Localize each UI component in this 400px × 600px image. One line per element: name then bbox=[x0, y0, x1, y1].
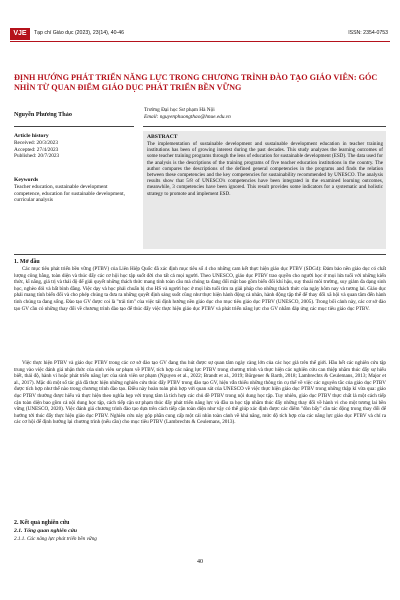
header-rule bbox=[10, 41, 390, 42]
received-date: Received: 20/3/2023 bbox=[14, 139, 58, 146]
divider-body bbox=[14, 254, 386, 255]
intro-paragraph-2: Việc thực hiện PTBV và giáo dục PTBV trong các cơ sở đào tạo GV đang thu hút được sự quan tâm ngày càng lớn của các học giả trên thế giới. Hầu hết các nghiên cứu tập trung vào việc đánh giá nhận thức của sinh viên sư phạm về PTBV, tích hợp các năng lực PTBV trong chương trình và thực hiện các nghiên cứu can thiệp nhằm thúc đẩy sự hiểu biết, thái độ, hành vi hoặc phát triển năng lực của sinh viên sư phạm (Nguyen et al., 2022; Brandt et al., 2019; Bürgener & Barth, 2018; Lambrechts & Ceulemans, 2013; Major et al., 2017). Mặc dù một số tác giả đã thực hiện những nghiên cứu thúc đẩy PTBV trong đào tạo GV, hiện vẫn thiếu những thông tin cụ thể về việc các nguyên tắc của giáo dục PTBV được tích hợp như thế nào trong chương trình đào tạo. Điều này hoàn toàn phù hợp với quan sát của UNESCO về việc thực hiện giáo dục PTBV trong những thập kỉ vừa qua: giáo dục PTBV thường được hiểu và thực hiện theo nghĩa hẹp với trọng tâm là tích hợp các chủ đề PTBV trong nội dung học tập. Tuy nhiên, giáo dục PTBV thực chất là một cách tiếp cận toàn diện bao gồm cả nội dung học tập, cách tiếp cận sư phạm thúc đẩy phát triển năng lực và đầu ra học tập nhằm thúc đẩy những thay đổi về hành vi cho một tương lai bền vững (UNESCO, 2020). Việc đánh giá chương trình đào tạo dựa trên cách tiếp cận toàn diện như vậy có thể giúp xác định được các điểm "đòn bẩy" cần tác động trong thay đổi để hướng tới thúc đẩy thực hiện giáo dục PTBV. Nghiên cứu này góp phần cung cấp một cái nhìn toàn cảnh về khả năng, mức độ tích hợp của các năng lực giáo dục PTBV và chỉ ra các cơ hội để định hướng lại chương trình (nếu cần) cho mục tiêu PTBV (Lambrechts & Ceulemans, 2013). bbox=[14, 360, 386, 426]
author-name: Nguyễn Phương Thảo bbox=[14, 111, 72, 118]
abstract-text: The implementation of sustainable development and sustainable development education in teacher training institutions has been of growing interest during the past decades. This study analyzes the learning outcomes of some teacher training programs through the lens of education for sustainable development (ESD). The data used for the analysis is the descriptions of the training programs of five teacher education institutions in the country. The author compares the descriptions of the defined general competencies in the programs and finds the relation between these competencies and the key competencies for sustainability recommended by UNESCO. The analysis results show that 5/8 of UNESCO's competencies have been integrated in the examined learning outcomes, meanwhile, 3 competencies have been ignored. This result provides some indicators for a systematic and holistic strategy to promote and implement ESD. bbox=[147, 141, 383, 197]
journal-logo: VJE bbox=[10, 28, 30, 40]
article-title: ĐỊNH HƯỚNG PHÁT TRIỂN NĂNG LỰC TRONG CHƯƠNG TRÌNH ĐÀO TẠO GIÁO VIÊN: GÓC NHÌN TỪ QUAN ĐIỂM GIÁO DỤC PHÁT TRIỂN BỀN VỮNG bbox=[14, 73, 378, 92]
journal-citation: Tạp chí Giáo dục (2023), 23(14), 40-46 bbox=[34, 30, 124, 36]
divider-right bbox=[143, 126, 386, 127]
author-email: Email: nguyenphuongthao@hnue.edu.vn bbox=[144, 114, 231, 120]
author-affiliation bbox=[144, 107, 231, 121]
journal-issn: ISSN: 2354-0753 bbox=[348, 30, 388, 36]
keywords-text: Teacher education, sustainable development competence, education for sustainable development, curricular analysis bbox=[14, 183, 125, 204]
divider-left bbox=[14, 126, 134, 127]
section-heading-intro: 1. Mở đầu bbox=[14, 259, 40, 265]
article-history-heading: Article history bbox=[14, 133, 49, 139]
keywords-block bbox=[14, 177, 134, 204]
published-date: Published: 20/7/2023 bbox=[14, 153, 60, 160]
subsection-heading: 2.1. Tổng quan nghiên cứu bbox=[14, 528, 78, 534]
affiliation-line: Trường Đại học Sư phạm Hà Nội bbox=[144, 107, 215, 113]
subsubsection-heading: 2.1.1. Các năng lực phát triển bền vững bbox=[14, 536, 97, 542]
page-number: 40 bbox=[197, 559, 203, 565]
section-heading-results: 2. Kết quả nghiên cứu bbox=[14, 520, 70, 526]
keywords-heading: Keywords bbox=[14, 177, 39, 183]
intro-paragraph-1: Các mục tiêu phát triển bền vững (PTBV) của Liên Hiệp Quốc đã xác định mục tiêu số 4 cho những cam kết thực hiện giáo dục PTBV (SDG4): Đảm bảo nền giáo dục có chất lượng công bằng, toàn diện và thúc đẩy các cơ hội học tập suốt đời cho tất cả mọi người. Theo UNESCO, giáo dục PTBV trao quyền cho người học ở mọi lứa tuổi với những kiến thức, kĩ năng, giá trị và thái độ để giải quyết những thách thức mang tính toàn cầu mà chúng ta đang đối mặt bao gồm biến đổi khí hậu, suy thoái môi trường, suy giảm đa dạng sinh học, nghèo đói và bất bình đẳng. Việc dạy và học phải chuẩn bị cho HS và người học ở mọi lứa tuổi tìm ra giải pháp cho những thách thức của ngày hôm nay và tương lai. Giáo dục phải mang tính biến đổi và cho phép chúng ta đưa ra những quyết định sáng suốt cũng như thực hiện hành động cá nhân, hành động tập thể để thay đổi xã hội và quan tâm đến hành tinh chúng ta đang sống. Đào tạo GV được coi là "trái tim" của việc tái định hướng nền giáo dục cho mục tiêu giáo dục PTBV (UNESCO, 2005). Trong bối cảnh này, các cơ sở đào tạo GV cần có những thay đổi về chương trình đào tạo để thúc đẩy việc thực hiện giáo dục PTBV và phát triển năng lực cho GV nhằm đáp ứng các mục tiêu giáo dục PTBV. bbox=[14, 266, 386, 312]
abstract-heading: ABSTRACT bbox=[147, 134, 178, 140]
accepted-date: Accepted: 27/4/2023 bbox=[14, 146, 59, 153]
article-history bbox=[14, 133, 134, 160]
